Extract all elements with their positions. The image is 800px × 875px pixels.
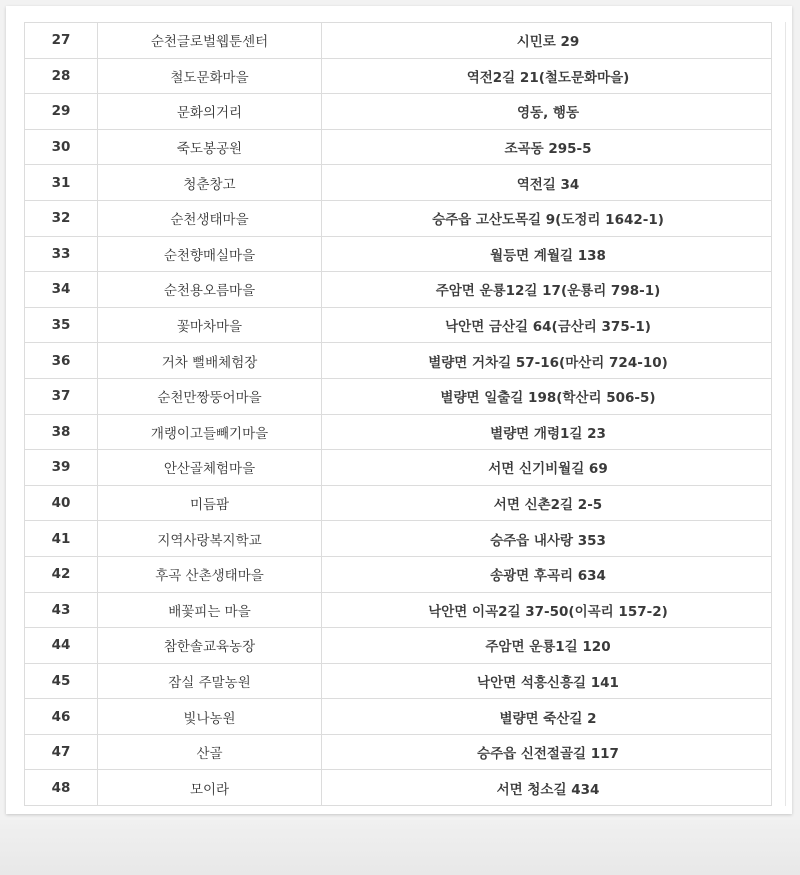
row-number: 41 <box>25 521 98 557</box>
table-row <box>25 414 775 450</box>
place-name: 참한솔교육농장 <box>98 628 322 664</box>
place-name: 잠실 주말농원 <box>98 663 322 699</box>
row-number: 35 <box>25 307 98 343</box>
place-name: 미듬팜 <box>98 485 322 521</box>
place-address: 송광면 후곡리 634 <box>322 556 775 592</box>
place-name: 배꽃피는 마을 <box>98 592 322 628</box>
place-address: 조곡동 295-5 <box>322 129 775 165</box>
table-row <box>25 236 775 272</box>
place-address: 낙안면 금산길 64(금산리 375-1) <box>322 307 775 343</box>
table-row <box>25 129 775 165</box>
place-name: 산골 <box>98 734 322 770</box>
row-number: 31 <box>25 165 98 201</box>
place-name: 개랭이고들빼기마을 <box>98 414 322 450</box>
place-name: 문화의거리 <box>98 94 322 130</box>
place-name: 모이라 <box>98 770 322 806</box>
row-number: 32 <box>25 200 98 236</box>
row-number: 37 <box>25 378 98 414</box>
place-address: 서면 신촌2길 2-5 <box>322 485 775 521</box>
table-row <box>25 94 775 130</box>
table-right-margin <box>771 22 786 806</box>
place-name: 거차 뻘배체험장 <box>98 343 322 379</box>
place-name: 순천글로벌웹툰센터 <box>98 23 322 59</box>
table-row <box>25 699 775 735</box>
place-address: 주암면 운룡12길 17(운룡리 798-1) <box>322 272 775 308</box>
place-name: 안산골체험마을 <box>98 450 322 486</box>
place-name: 순천생태마을 <box>98 200 322 236</box>
place-name: 꽃마차마을 <box>98 307 322 343</box>
place-address: 별량면 개령1길 23 <box>322 414 775 450</box>
place-address: 승주읍 고산도목길 9(도정리 1642-1) <box>322 200 775 236</box>
table-row <box>25 343 775 379</box>
table-row <box>25 23 775 59</box>
location-table <box>24 22 775 806</box>
row-number: 44 <box>25 628 98 664</box>
table-row <box>25 200 775 236</box>
place-address: 역전2길 21(철도문화마을) <box>322 58 775 94</box>
row-number: 39 <box>25 450 98 486</box>
row-number: 33 <box>25 236 98 272</box>
table-row <box>25 770 775 806</box>
table-row <box>25 485 775 521</box>
table-row <box>25 272 775 308</box>
table-row <box>25 307 775 343</box>
row-number: 28 <box>25 58 98 94</box>
table-row <box>25 556 775 592</box>
row-number: 48 <box>25 770 98 806</box>
place-address: 영동, 행동 <box>322 94 775 130</box>
place-address: 별량면 죽산길 2 <box>322 699 775 735</box>
table-row <box>25 592 775 628</box>
place-name: 청춘창고 <box>98 165 322 201</box>
place-name: 철도문화마을 <box>98 58 322 94</box>
place-address: 별량면 거차길 57-16(마산리 724-10) <box>322 343 775 379</box>
place-address: 서면 신기비월길 69 <box>322 450 775 486</box>
place-address: 역전길 34 <box>322 165 775 201</box>
row-number: 30 <box>25 129 98 165</box>
place-name: 후곡 산촌생태마을 <box>98 556 322 592</box>
place-address: 낙안면 이곡2길 37-50(이곡리 157-2) <box>322 592 775 628</box>
row-number: 47 <box>25 734 98 770</box>
place-address: 월등면 계월길 138 <box>322 236 775 272</box>
place-name: 죽도봉공원 <box>98 129 322 165</box>
row-number: 38 <box>25 414 98 450</box>
place-name: 순천향매실마을 <box>98 236 322 272</box>
place-address: 낙안면 석흥신흥길 141 <box>322 663 775 699</box>
table-body <box>25 23 775 806</box>
place-address: 승주읍 신전절골길 117 <box>322 734 775 770</box>
table-row <box>25 734 775 770</box>
place-address: 서면 청소길 434 <box>322 770 775 806</box>
table-row <box>25 165 775 201</box>
place-address: 별량면 일출길 198(학산리 506-5) <box>322 378 775 414</box>
row-number: 42 <box>25 556 98 592</box>
table-row <box>25 628 775 664</box>
table-row <box>25 378 775 414</box>
place-name: 빛나농원 <box>98 699 322 735</box>
place-name: 지역사랑복지학교 <box>98 521 322 557</box>
row-number: 29 <box>25 94 98 130</box>
table-row <box>25 521 775 557</box>
place-address: 시민로 29 <box>322 23 775 59</box>
row-number: 36 <box>25 343 98 379</box>
row-number: 27 <box>25 23 98 59</box>
table-row <box>25 58 775 94</box>
row-number: 43 <box>25 592 98 628</box>
row-number: 46 <box>25 699 98 735</box>
place-name: 순천용오름마을 <box>98 272 322 308</box>
place-name: 순천만짱뚱어마을 <box>98 378 322 414</box>
row-number: 40 <box>25 485 98 521</box>
bottom-margin <box>0 820 800 875</box>
place-address: 승주읍 내사랑 353 <box>322 521 775 557</box>
table-row <box>25 450 775 486</box>
table-row <box>25 663 775 699</box>
place-address: 주암면 운룡1길 120 <box>322 628 775 664</box>
row-number: 34 <box>25 272 98 308</box>
row-number: 45 <box>25 663 98 699</box>
